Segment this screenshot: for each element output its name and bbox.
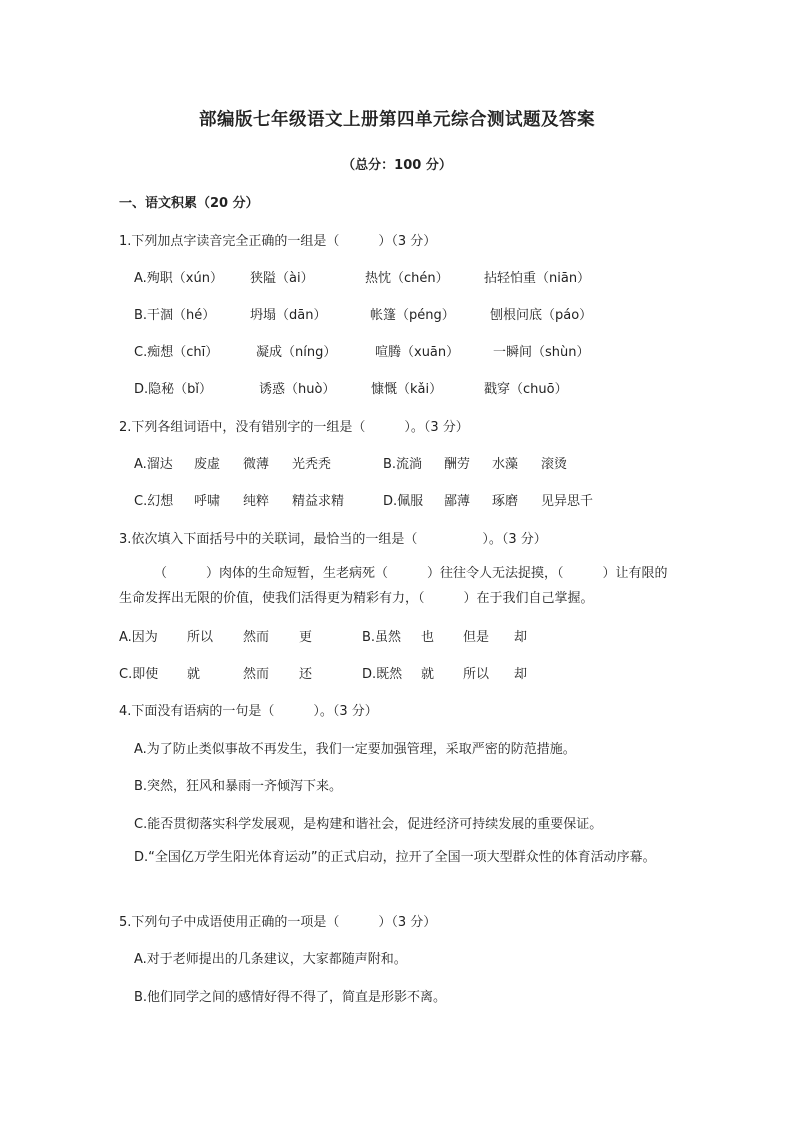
q2-option-a-3: 微薄 <box>243 457 270 472</box>
q2-option-d-1: D.佩服 <box>383 494 424 509</box>
q1-option-b-2: 坍塌（dān） <box>250 308 327 323</box>
q3-option-a-2: 所以 <box>187 630 214 645</box>
q2-option-b-2: 酬劳 <box>444 457 471 472</box>
q3-option-b-1: B.虽然 <box>362 630 402 645</box>
question-1: 1.下列加点字读音完全正确的一组是（ ）（3 分） <box>119 234 437 249</box>
q3-option-b-3: 但是 <box>463 630 490 645</box>
question-5: 5.下列句子中成语使用正确的一项是（ ）（3 分） <box>119 915 437 930</box>
q1-option-a-1: A.殉职（xún） <box>134 271 223 286</box>
q1-option-a-2: 狭隘（ài） <box>250 271 314 286</box>
q2-option-a-4: 光秃秃 <box>292 457 332 472</box>
q2-option-b-3: 水藻 <box>492 457 519 472</box>
q5-option-b: B.他们同学之间的感情好得不得了，简直是形影不离。 <box>134 990 447 1005</box>
q1-option-b-4: 刨根问底（páo） <box>490 308 593 323</box>
q3-option-a-3: 然而 <box>243 630 270 645</box>
q1-option-b-1: B.干涸（hé） <box>134 308 216 323</box>
q1-option-d-1: D.隐秘（bǐ） <box>134 382 213 397</box>
q2-option-a-1: A.溜达 <box>134 457 173 472</box>
q3-option-a-4: 更 <box>299 630 313 645</box>
q2-option-d-4: 见异思千 <box>541 494 594 509</box>
q2-option-b-1: B.流淌 <box>383 457 423 472</box>
q1-option-c-2: 凝成（níng） <box>256 345 337 360</box>
q3-passage: （ ）肉体的生命短暂，生老病死（ ）往往令人无法捉摸，（ ）让有限的生命发挥出无限的价值，使我们活得更为精彩有力，（ ）在于我们自己掌握。 <box>119 566 668 606</box>
q3-option-d-3: 所以 <box>463 667 490 682</box>
q3-option-b-2: 也 <box>421 630 435 645</box>
q3-option-b-4: 却 <box>514 630 528 645</box>
section-heading: 一、语文积累（20 分） <box>119 196 259 211</box>
question-2: 2.下列各组词语中，没有错别字的一组是（ ）。（3 分） <box>119 420 469 435</box>
q2-option-a-2: 废虚 <box>194 457 221 472</box>
q3-option-d-4: 却 <box>514 667 528 682</box>
q1-option-a-4: 拈轻怕重（niān） <box>484 271 591 286</box>
q1-option-d-2: 诱惑（huò） <box>259 382 336 397</box>
question-3: 3.依次填入下面括号中的关联词，最恰当的一组是（ ）。（3 分） <box>119 532 547 547</box>
q1-option-c-3: 喧腾（xuān） <box>375 345 460 360</box>
q2-option-d-3: 琢磨 <box>492 494 519 509</box>
q3-option-d-1: D.既然 <box>362 667 403 682</box>
q4-option-a: A.为了防止类似事故不再发生，我们一定要加强管理，采取严密的防范措施。 <box>134 742 576 757</box>
q3-option-c-2: 就 <box>187 667 201 682</box>
q2-option-d-2: 鄙薄 <box>444 494 471 509</box>
q2-option-c-2: 呼啸 <box>194 494 221 509</box>
q4-option-c: C.能否贯彻落实科学发展观，是构建和谐社会，促进经济可持续发展的重要保证。 <box>134 817 603 832</box>
q3-option-d-2: 就 <box>421 667 435 682</box>
q3-option-a-1: A.因为 <box>119 630 158 645</box>
page-subtitle: （总分：100 分） <box>342 158 452 173</box>
q2-option-c-3: 纯粹 <box>243 494 270 509</box>
q1-option-b-3: 帐篷（péng） <box>370 308 455 323</box>
q2-option-b-4: 滚烫 <box>541 457 568 472</box>
q5-option-a: A.对于老师提出的几条建议，大家都随声附和。 <box>134 952 407 967</box>
q1-option-d-4: 戳穿（chuō） <box>484 382 568 397</box>
q1-option-c-1: C.痴想（chī） <box>134 345 219 360</box>
page-title: 部编版七年级语文上册第四单元综合测试题及答案 <box>199 110 595 130</box>
q2-option-c-1: C.幻想 <box>134 494 174 509</box>
q4-option-d: D.“全国亿万学生阳光体育运动”的正式启动，拉开了全国一项大型群众性的体育活动序幕。 <box>134 850 656 865</box>
question-4: 4.下面没有语病的一句是（ ）。（3 分） <box>119 704 378 719</box>
q1-option-a-3: 热忱（chén） <box>365 271 449 286</box>
q4-option-b: B.突然，狂风和暴雨一齐倾泻下来。 <box>134 779 343 794</box>
q3-option-c-4: 还 <box>299 667 313 682</box>
q2-option-c-4: 精益求精 <box>292 494 345 509</box>
q3-option-c-3: 然而 <box>243 667 270 682</box>
q3-option-c-1: C.即使 <box>119 667 159 682</box>
q1-option-c-4: 一瞬间（shùn） <box>493 345 590 360</box>
q1-option-d-3: 慷慨（kǎi） <box>371 382 443 397</box>
